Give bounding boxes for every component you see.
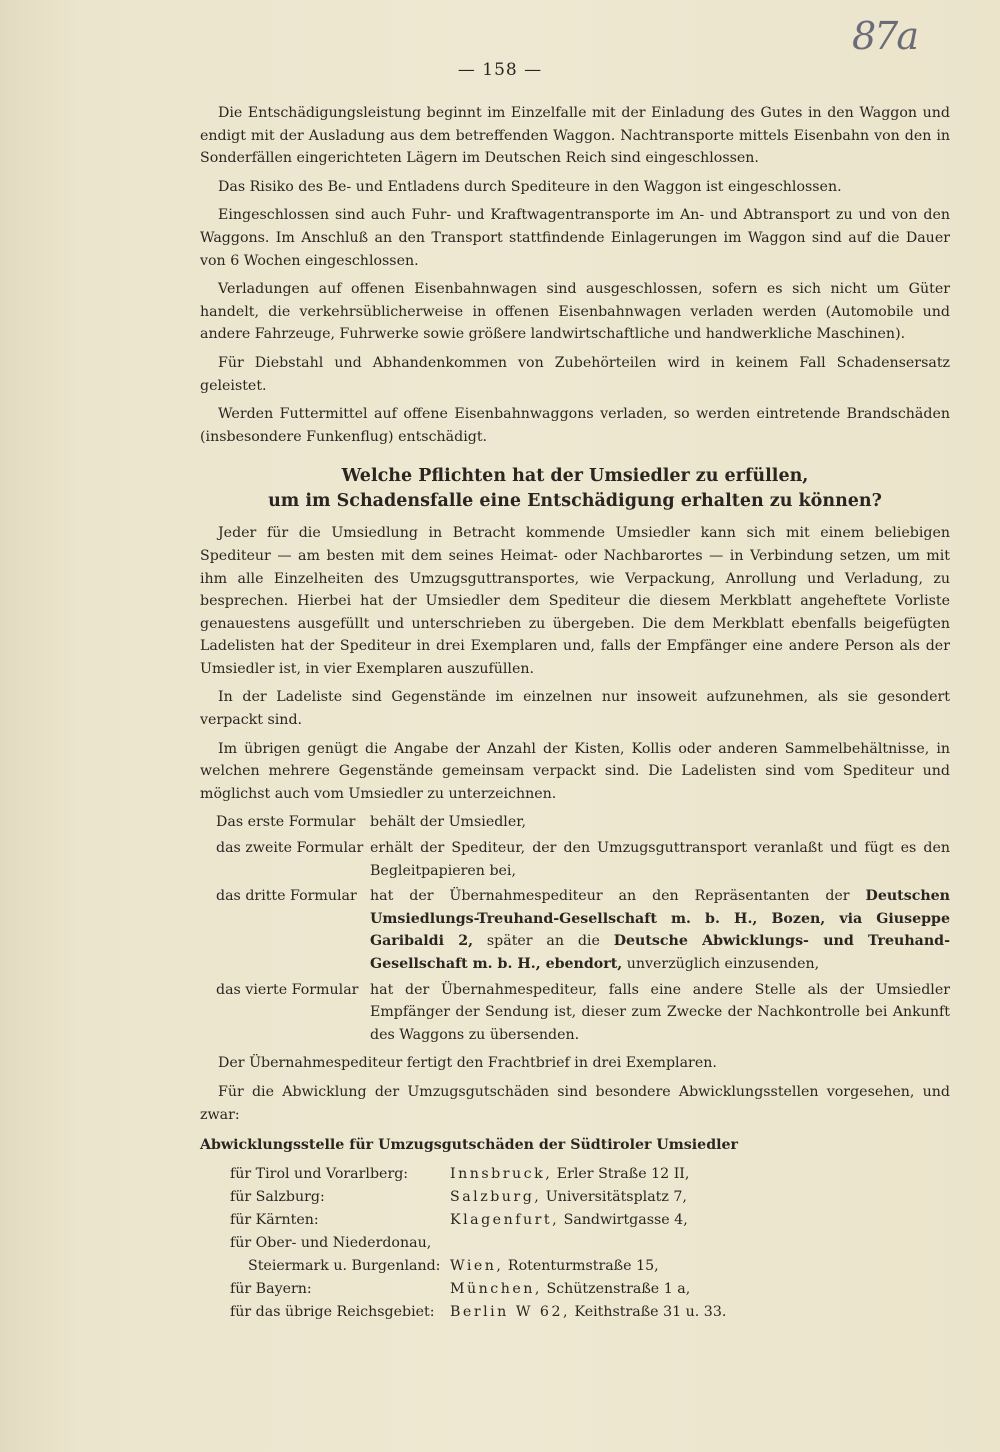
form-label: Das erste Formular xyxy=(216,814,356,831)
office-row xyxy=(200,1255,950,1278)
paragraph: Das Risiko des Be- und Entladens durch Spediteure in den Waggon ist eingeschlossen. xyxy=(218,178,842,195)
paragraph: Eingeschlossen sind auch Fuhr- und Kraftwagentransporte im An- und Abtransport zu und von den Waggons. Im Anschluß an den Transport stattfindende Einlagerungen im Waggon sind auf die Dauer von 6 Wochen eingeschlossen. xyxy=(200,207,950,269)
office-city: Klagenfurt, xyxy=(450,1211,560,1228)
paragraph: Für die Abwicklung der Umzugsgutschäden sind besondere Abwicklungsstellen vorgesehen, und zwar: xyxy=(200,1083,950,1123)
office-region: Steiermark u. Burgenland: xyxy=(248,1257,441,1274)
paragraph: Verladungen auf offenen Eisenbahnwagen sind ausgeschlossen, sofern es sich nicht um Güter handelt, die verkehrsüblicherweise in offenen Eisenbahnwagen verladen werden (Automobile und andere Fahrzeuge, Fuhrwerke sowie größere landwirtschaftliche und handwerkliche Maschinen). xyxy=(200,281,950,343)
form-label: das zweite Formular xyxy=(216,840,364,857)
office-region: für Salzburg: xyxy=(230,1188,325,1205)
company-name-bold: Deutschen Umsiedlungs-Treuhand-Gesellschaft m. b. H., Bozen, via Giuseppe Garibaldi 2, xyxy=(370,888,950,950)
form-label: das vierte Formular xyxy=(216,981,359,998)
office-street: Sandwirtgasse 4, xyxy=(559,1211,688,1228)
section-heading-line: um im Schadensfalle eine Entschädigung erhalten zu können? xyxy=(268,491,882,512)
office-city: München, xyxy=(450,1280,542,1297)
office-address xyxy=(450,1232,950,1255)
office-heading: Abwicklungsstelle für Umzugsgutschäden der Südtiroler Umsiedler xyxy=(200,1137,739,1154)
form-text: hat der Übernahmespediteur, falls eine andere Stelle als der Umsiedler Empfänger der Sendung ist, dieser zum Zwecke der Nachkontrolle bei Ankunft des Waggons zu übersenden. xyxy=(370,981,950,1043)
office-city: Wien, xyxy=(450,1257,504,1274)
office-row xyxy=(200,1163,950,1186)
office-address xyxy=(450,1255,950,1278)
office-street: Keithstraße 31 u. 33. xyxy=(569,1303,727,1320)
company-name-bold: Deutsche Abwicklungs- und Treuhand-Gesellschaft m. b. H., ebendort, xyxy=(370,933,950,972)
form-row-second xyxy=(200,837,950,882)
office-address xyxy=(450,1163,950,1186)
office-row xyxy=(200,1232,950,1255)
office-region: für Ober- und Niederdonau, xyxy=(230,1234,432,1251)
section-heading xyxy=(200,464,950,514)
office-region: für Bayern: xyxy=(230,1280,312,1297)
office-address xyxy=(450,1278,950,1301)
paragraph: Werden Futtermittel auf offene Eisenbahnwaggons verladen, so werden eintretende Brandschäden (insbesondere Funkenflug) entschädigt. xyxy=(200,406,950,445)
form-row-first xyxy=(200,811,950,834)
paragraph: Im übrigen genügt die Angabe der Anzahl der Kisten, Kollis oder anderen Sammelbehältnisse, in welchen mehrere Gegenstände gemeinsam verpackt sind. Die Ladelisten sind vom Spediteur und möglichst auch vom Umsiedler zu unterzeichnen. xyxy=(200,740,950,802)
office-row xyxy=(200,1278,950,1301)
page-number: — 158 — xyxy=(457,60,543,80)
form-text: erhält der Spediteur, der den Umzugsguttransport veranlaßt und fügt es den Begleitpapieren bei, xyxy=(370,840,950,879)
office-region: für Tirol und Vorarlberg: xyxy=(230,1165,409,1182)
office-row xyxy=(200,1186,950,1209)
handwritten-note: 87a xyxy=(852,14,918,58)
office-address xyxy=(450,1209,950,1232)
office-region: für Kärnten: xyxy=(230,1211,319,1228)
office-street: Erler Straße 12 II, xyxy=(552,1165,690,1182)
paragraph: Für Diebstahl und Abhandenkommen von Zubehörteilen wird in keinem Fall Schadensersatz geleistet. xyxy=(200,354,950,394)
office-address xyxy=(450,1301,950,1324)
form-row-fourth xyxy=(200,979,950,1047)
form-row-third xyxy=(200,885,950,975)
office-row xyxy=(200,1209,950,1232)
form-text xyxy=(370,885,950,975)
form-label: das dritte Formular xyxy=(216,888,357,905)
paragraph: Der Übernahmespediteur fertigt den Frachtbrief in drei Exemplaren. xyxy=(218,1055,717,1072)
office-street: Rotenturmstraße 15, xyxy=(503,1257,659,1274)
office-city: Berlin W 62, xyxy=(450,1303,570,1320)
office-region: für das übrige Reichsgebiet: xyxy=(230,1303,435,1320)
section-heading-line: Welche Pflichten hat der Umsiedler zu erfüllen, xyxy=(341,466,809,487)
office-city: Innsbruck, xyxy=(450,1165,553,1182)
form-text: behält der Umsiedler, xyxy=(370,814,526,831)
paragraph: Jeder für die Umsiedlung in Betracht kommende Umsiedler kann sich mit einem beliebigen Spediteur — am besten mit dem seines Heimat- oder Nachbarortes — in Verbindung setzen, um mit ihm alle Einzelheiten des Umzugsguttransportes, wie Verpackung, Anrollung und Verladung, zu besprechen. Hierbei hat der Umsiedler dem Spediteur die diesem Merkblatt angeheftete Vorliste genauestens ausgefüllt und unterschrieben zu übergeben. Die dem Merkblatt ebenfalls beigefügten Ladelisten hat der Spediteur in drei Exemplaren und, falls der Empfänger eine andere Person als der Umsiedler ist, in vier Exemplaren auszufüllen. xyxy=(200,525,950,677)
form-text-part: hat der Übernahmespediteur an den Repräsentanten der xyxy=(370,888,866,905)
paragraph: In der Ladeliste sind Gegenstände im einzelnen nur insoweit aufzunehmen, als sie gesondert verpackt sind. xyxy=(200,689,950,729)
form-text-part: unverzüglich einzusenden, xyxy=(622,956,820,972)
office-street: Schützenstraße 1 a, xyxy=(541,1280,691,1297)
office-city: Salzburg, xyxy=(450,1188,542,1205)
office-street: Universitätsplatz 7, xyxy=(541,1188,687,1205)
page-body xyxy=(200,102,950,1324)
form-text-part: später an die xyxy=(473,933,614,950)
office-address xyxy=(450,1186,950,1209)
paragraph: Die Entschädigungsleistung beginnt im Einzelfalle mit der Einladung des Gutes in den Waggon und endigt mit der Ausladung aus dem betreffenden Waggon. Nachtransporte mittels Eisenbahn von den in Sonderfällen eingerichteten Lägern im Deutschen Reich sind eingeschlossen. xyxy=(200,105,950,167)
office-row xyxy=(200,1301,950,1324)
